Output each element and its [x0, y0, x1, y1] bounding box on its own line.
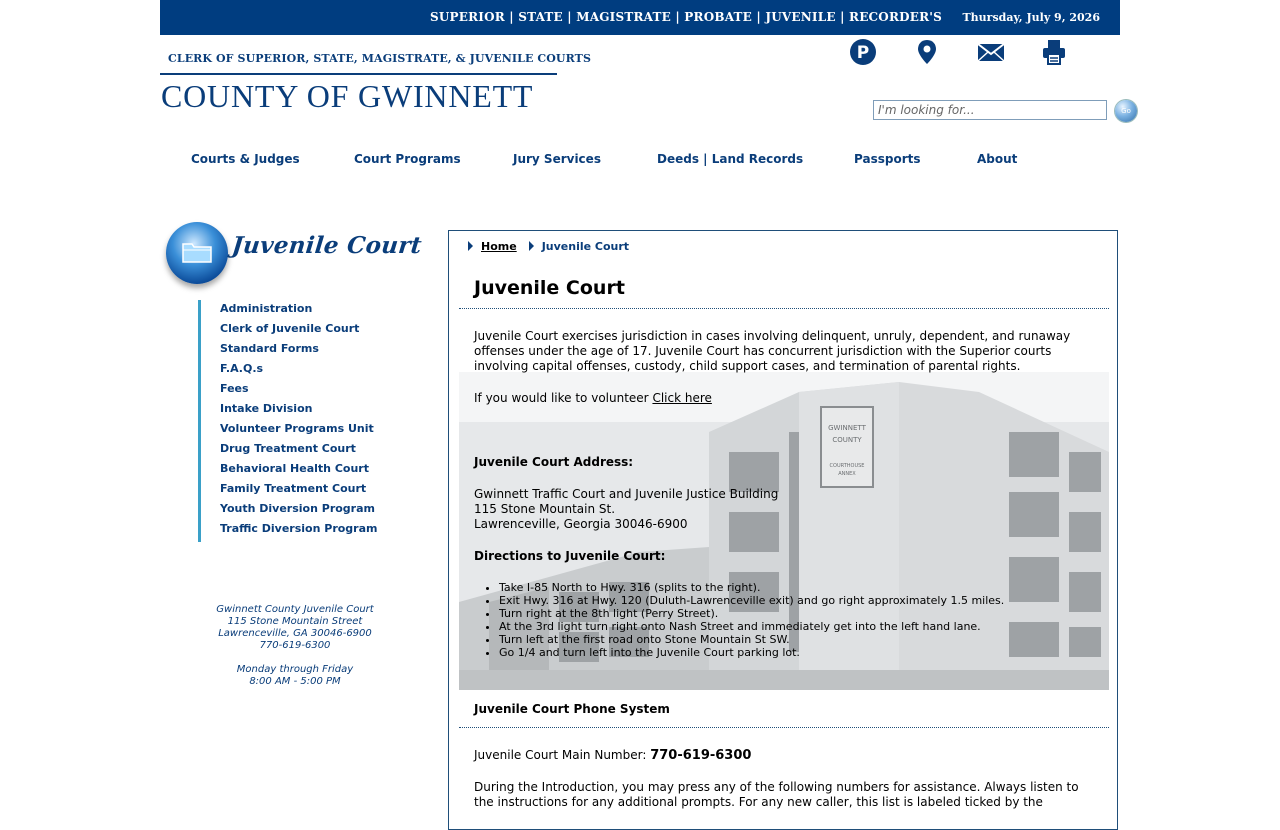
map-pin-icon[interactable] — [912, 38, 942, 66]
directions-step: • Exit Hwy. 316 at Hwy. 120 (Duluth-Lawrenceville exit) and go right approximately 1.5 miles. — [499, 594, 1004, 607]
building-sign-line: ANNEX — [838, 471, 856, 477]
directions-list — [474, 581, 1004, 659]
sidebar-item-fees[interactable]: Fees — [220, 382, 249, 395]
parking-icon[interactable] — [848, 38, 878, 66]
sidebar-item-traffic-diversion[interactable]: Traffic Diversion Program — [220, 522, 378, 535]
directions-step: • Turn left at the first road onto Stone Mountain St SW. — [499, 633, 1004, 646]
sidebar-item-family-treatment[interactable]: Family Treatment Court — [220, 482, 367, 495]
breadcrumb-home-link[interactable]: Home — [481, 240, 517, 253]
nav-court-programs[interactable]: Court Programs — [354, 152, 461, 166]
search-go-button[interactable]: Go — [1115, 100, 1137, 122]
directions-step: • Take I-85 North to Hwy. 316 (splits to the right). — [499, 581, 1004, 594]
directions-step: • Turn right at the 8th light (Perry Street). — [499, 607, 1004, 620]
top-bar — [160, 0, 1120, 35]
sidebar-item-standard-forms[interactable]: Standard Forms — [220, 342, 319, 355]
directions-heading: Directions to Juvenile Court: — [474, 549, 666, 563]
volunteer-link[interactable]: Click here — [652, 391, 712, 405]
building-sign-line: COUNTY — [832, 436, 862, 444]
main-number-line — [474, 748, 751, 763]
main-number-label: Juvenile Court Main Number: — [474, 748, 651, 762]
building-sign-line: COURTHOUSE — [829, 463, 865, 469]
phone-heading: Juvenile Court Phone System — [474, 702, 670, 716]
volunteer-line — [474, 391, 712, 406]
print-icon[interactable] — [1039, 38, 1069, 66]
breadcrumb-current: Juvenile Court — [541, 240, 630, 253]
contact-street: 115 Stone Mountain Street — [227, 616, 363, 627]
directions-step: • Go 1/4 and turn left into the Juvenile Court parking lot. — [499, 646, 1004, 659]
folder-icon — [166, 222, 228, 284]
breadcrumb — [468, 240, 629, 253]
phone-divider — [459, 727, 1109, 728]
sidebar-item-drug-treatment[interactable]: Drug Treatment Court — [220, 442, 356, 455]
main-nav — [0, 152, 1280, 168]
nav-courts-judges[interactable]: Courts & Judges — [191, 152, 300, 166]
address-line: Gwinnett Traffic Court and Juvenile Justice Building — [474, 487, 779, 501]
current-date: Thursday, July 9, 2026 — [962, 11, 1100, 24]
nav-deeds-land-records[interactable]: Deeds | Land Records — [657, 152, 804, 166]
title-divider — [459, 308, 1109, 309]
sidebar-title: Juvenile Court — [230, 232, 424, 259]
sidebar-item-clerk[interactable]: Clerk of Juvenile Court — [220, 322, 360, 335]
phone-intro-paragraph: During the Introduction, you may press any of the following numbers for assistance. Always listen to the instructions for any additional prompts. For any new caller, this list is labeled ticked by the — [474, 780, 1079, 809]
contact-hours: 8:00 AM - 5:00 PM — [249, 676, 341, 687]
sidebar-nav — [198, 300, 401, 542]
intro-paragraph: Juvenile Court exercises jurisdiction in cases involving delinquent, unruly, dependent, and runaway offenses under the age of 17. Juvenile Court has concurrent jurisdiction with the Superior courts involving capital offenses, custody, child support cases, and termination of parental rights. — [474, 329, 1071, 373]
logo-divider — [160, 73, 557, 75]
contact-days: Monday through Friday — [236, 664, 354, 675]
page-title: Juvenile Court — [474, 277, 625, 299]
nav-jury-services[interactable]: Jury Services — [513, 152, 601, 166]
sidebar-item-administration[interactable]: Administration — [220, 302, 313, 315]
address-block — [474, 487, 778, 532]
search-input[interactable] — [873, 100, 1107, 120]
nav-passports[interactable]: Passports — [854, 152, 921, 166]
contact-phone: 770-619-6300 — [259, 640, 331, 651]
court-links[interactable]: SUPERIOR | STATE | MAGISTRATE | PROBATE | JUVENILE | RECORDER'S — [430, 10, 942, 24]
main-number: 770-619-6300 — [650, 748, 752, 763]
sidebar-item-intake[interactable]: Intake Division — [220, 402, 313, 415]
sidebar-contact — [160, 604, 430, 688]
clerk-tagline: CLERK OF SUPERIOR, STATE, MAGISTRATE, & JUVENILE COURTS — [168, 52, 591, 65]
svg-text:P: P — [856, 43, 870, 63]
site-logo[interactable]: COUNTY OF GWINNETT — [161, 78, 534, 114]
address-line: 115 Stone Mountain St. — [474, 502, 616, 516]
contact-name: Gwinnett County Juvenile Court — [216, 604, 374, 615]
contact-city: Lawrenceville, GA 30046-6900 — [218, 628, 372, 639]
mail-icon[interactable] — [976, 38, 1006, 66]
sidebar-item-youth-diversion[interactable]: Youth Diversion Program — [220, 502, 375, 515]
sidebar-item-behavioral-health[interactable]: Behavioral Health Court — [220, 462, 369, 475]
sidebar-item-volunteer[interactable]: Volunteer Programs Unit — [220, 422, 374, 435]
breadcrumb-arrow-icon — [468, 241, 473, 251]
sidebar-item-faqs[interactable]: F.A.Q.s — [220, 362, 264, 375]
nav-about[interactable]: About — [977, 152, 1018, 166]
address-line: Lawrenceville, Georgia 30046-6900 — [474, 517, 688, 531]
building-sign-line: GWINNETT — [828, 424, 866, 432]
breadcrumb-arrow-icon — [529, 241, 534, 251]
volunteer-text: If you would like to volunteer — [474, 391, 653, 405]
directions-step: • At the 3rd light turn right onto Nash Street and immediately get into the left hand lane. — [499, 620, 1004, 633]
address-heading: Juvenile Court Address: — [474, 455, 634, 469]
